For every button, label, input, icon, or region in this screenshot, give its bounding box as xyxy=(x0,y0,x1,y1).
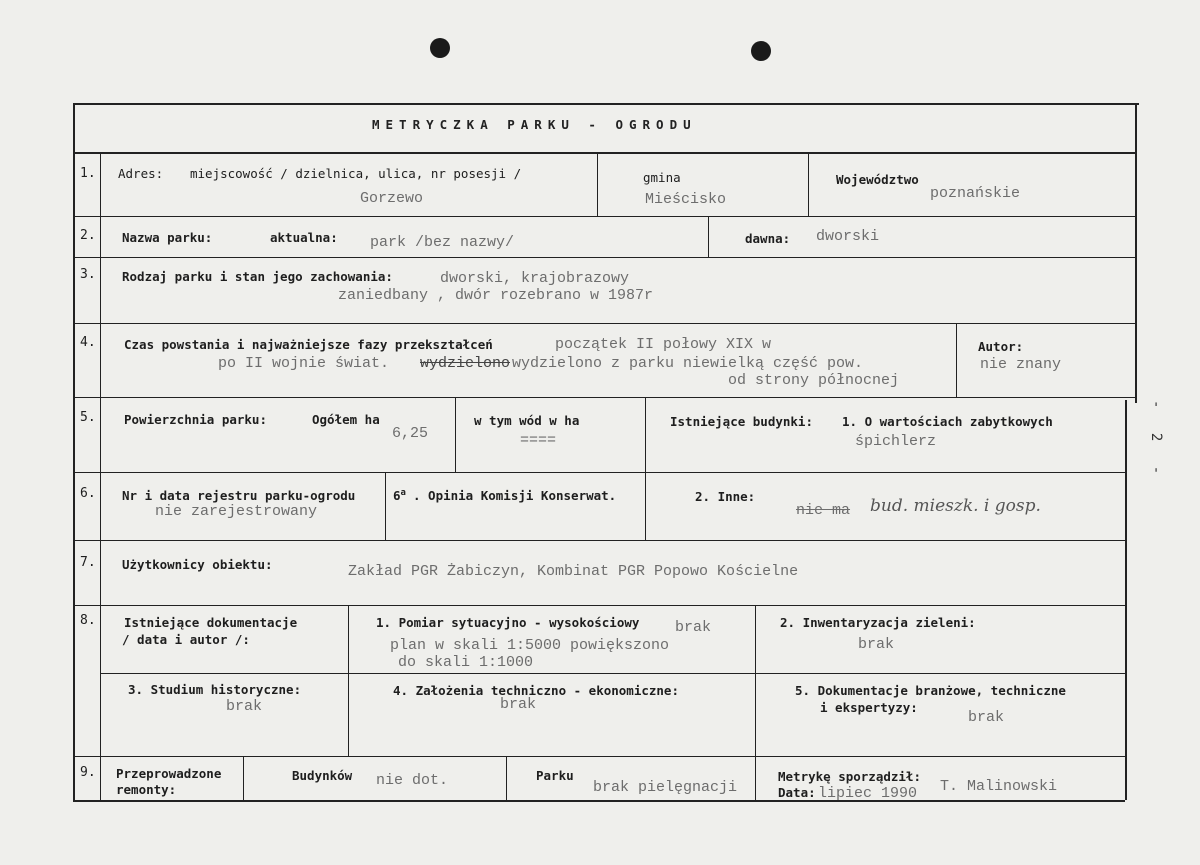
row-divider-5 xyxy=(73,472,1127,473)
renovations-label-2: remonty: xyxy=(116,782,177,797)
row-number-2: 2. xyxy=(80,228,96,243)
row2-divider xyxy=(708,217,709,258)
address-label: Adres: xyxy=(118,166,164,181)
page-number: - 2 - xyxy=(1148,400,1164,483)
history-value-2-prefix: po II wojnie świat. xyxy=(218,355,390,372)
row-divider-4 xyxy=(73,397,1137,398)
row-number-5: 5. xyxy=(80,410,96,425)
address-value: Gorzewo xyxy=(360,190,424,207)
row6-divider-b xyxy=(645,473,646,541)
row-divider-3 xyxy=(73,323,1137,324)
water-area-label: w tym wód w ha xyxy=(474,413,580,428)
gmina-value: Mieścisko xyxy=(645,191,727,208)
history-value-1: początek II połowy XIX w xyxy=(555,336,772,353)
history-value-3: od strony północnej xyxy=(728,372,900,389)
park-renov-label: Parku xyxy=(536,768,574,783)
row1-divider-a xyxy=(597,153,598,217)
row-number-1: 1. xyxy=(80,166,96,181)
buildings-renov-label: Budynków xyxy=(292,768,353,783)
current-name-value: park /bez nazwy/ xyxy=(370,234,515,251)
row-number-6: 6. xyxy=(80,486,96,501)
docs-label-line1: Istniejące dokumentacje xyxy=(124,615,298,630)
historic-buildings-label: 1. O wartościach zabytkowych xyxy=(842,414,1053,429)
row5-divider-a xyxy=(455,398,456,473)
voivodeship-value: poznańskie xyxy=(930,185,1021,202)
row4-divider xyxy=(956,324,957,398)
park-condition-value: zaniedbany , dwór rozebrano w 1987r xyxy=(338,287,654,304)
other-buildings-struck: nie ma xyxy=(796,502,851,519)
water-area-value: ==== xyxy=(520,432,557,449)
former-name-label: dawna: xyxy=(745,231,791,246)
voivodeship-label: Województwo xyxy=(836,172,919,187)
other-buildings-label: 2. Inne: xyxy=(695,489,756,504)
row-divider-8 xyxy=(73,756,1127,757)
row-divider-2 xyxy=(73,257,1137,258)
history-label: Czas powstania i najważniejsze fazy przekształceń xyxy=(124,337,493,352)
row9-divider-c xyxy=(755,757,756,801)
survey-value-1: plan w skali 1:5000 powiększono xyxy=(390,637,670,654)
row8-divider-b xyxy=(755,606,756,757)
author-value: nie znany xyxy=(980,356,1062,373)
row-divider-8-mid xyxy=(100,673,1125,674)
docs-label-line2: / data i autor /: xyxy=(122,632,250,647)
row-divider-1 xyxy=(73,216,1137,217)
compiled-by-label: Metrykę sporządził: xyxy=(778,769,921,784)
row-divider-7 xyxy=(73,605,1127,606)
row-number-3: 3. xyxy=(80,267,96,282)
punch-hole-right xyxy=(751,41,771,61)
opinion-number xyxy=(393,488,406,503)
history-value-2-struck: wydzielono xyxy=(420,355,511,372)
frame-left xyxy=(73,103,75,801)
frame-bottom xyxy=(73,800,1125,802)
registry-value: nie zarejestrowany xyxy=(155,503,318,520)
survey-label: 1. Pomiar sytuacyjno - wysokościowy xyxy=(376,615,640,630)
branch-docs-label-2: i ekspertyzy: xyxy=(820,700,918,715)
num-column-divider xyxy=(100,153,101,801)
park-type-value: dworski, krajobrazowy xyxy=(440,270,630,287)
row9-divider-b xyxy=(506,757,507,801)
punch-hole-left xyxy=(430,38,450,58)
users-value: Zakład PGR Żabiczyn, Kombinat PGR Popowo Kościelne xyxy=(348,563,799,580)
row-number-9: 9. xyxy=(80,765,96,780)
total-area-value: 6,25 xyxy=(392,425,429,442)
date-label: Data: xyxy=(778,785,816,800)
other-buildings-handwritten: bud. mieszk. i gosp. xyxy=(870,496,1041,516)
tech-econ-value: brak xyxy=(500,696,537,713)
address-hint: miejscowość / dzielnica, ulica, nr posesji / xyxy=(190,166,522,181)
row-number-7: 7. xyxy=(80,555,96,570)
total-area-label: Ogółem ha xyxy=(312,412,380,427)
branch-docs-value: brak xyxy=(968,709,1005,726)
row5-divider-b xyxy=(645,398,646,473)
row-divider-title xyxy=(73,152,1137,154)
row-number-8: 8. xyxy=(80,613,96,628)
date-value: lipiec 1990 xyxy=(818,785,918,802)
frame-top xyxy=(73,103,1139,105)
row1-divider-b xyxy=(808,153,809,217)
history-study-label: 3. Studium historyczne: xyxy=(128,682,302,697)
author-label: Autor: xyxy=(978,339,1024,354)
row-divider-6 xyxy=(73,540,1127,541)
park-type-label: Rodzaj parku i stan jego zachowania: xyxy=(122,269,393,284)
buildings-label: Istniejące budynki: xyxy=(670,414,813,429)
park-renov-value: brak pielęgnacji xyxy=(593,779,738,796)
opinion-number-main: 6 xyxy=(393,488,401,504)
gmina-label: gmina xyxy=(643,170,681,185)
row6-divider-a xyxy=(385,473,386,541)
compiled-by-value: T. Malinowski xyxy=(940,778,1058,795)
park-name-label: Nazwa parku: xyxy=(122,230,213,245)
opinion-label: . Opinia Komisji Konserwat. xyxy=(413,488,617,503)
historic-buildings-value: śpichlerz xyxy=(855,433,937,450)
area-label: Powierzchnia parku: xyxy=(124,412,267,427)
tech-econ-label: 4. Założenia techniczno - ekonomiczne: xyxy=(393,683,679,698)
registry-label: Nr i data rejestru parku-ogrodu xyxy=(122,488,356,503)
survey-value-2: do skali 1:1000 xyxy=(398,654,534,671)
history-value-2: wydzielono z parku niewielką część pow. xyxy=(512,355,864,372)
row8-divider-a xyxy=(348,606,349,757)
history-study-value: brak xyxy=(226,698,263,715)
row-number-4: 4. xyxy=(80,335,96,350)
greenery-label: 2. Inwentaryzacja zieleni: xyxy=(780,615,976,630)
form-title: METRYCZKA PARKU - OGRODU xyxy=(372,117,697,132)
opinion-number-sup: a xyxy=(400,488,406,498)
row9-divider-a xyxy=(243,757,244,801)
frame-right xyxy=(1135,103,1137,403)
current-name-label: aktualna: xyxy=(270,230,338,245)
greenery-value: brak xyxy=(858,636,895,653)
branch-docs-label-1: 5. Dokumentacje branżowe, techniczne xyxy=(795,683,1066,698)
renovations-label-1: Przeprowadzone xyxy=(116,766,222,781)
frame-right-lower xyxy=(1125,400,1127,800)
users-label: Użytkownicy obiektu: xyxy=(122,557,273,572)
survey-value-0: brak xyxy=(675,619,712,636)
former-name-value: dworski xyxy=(816,228,880,245)
buildings-renov-value: nie dot. xyxy=(376,772,449,789)
